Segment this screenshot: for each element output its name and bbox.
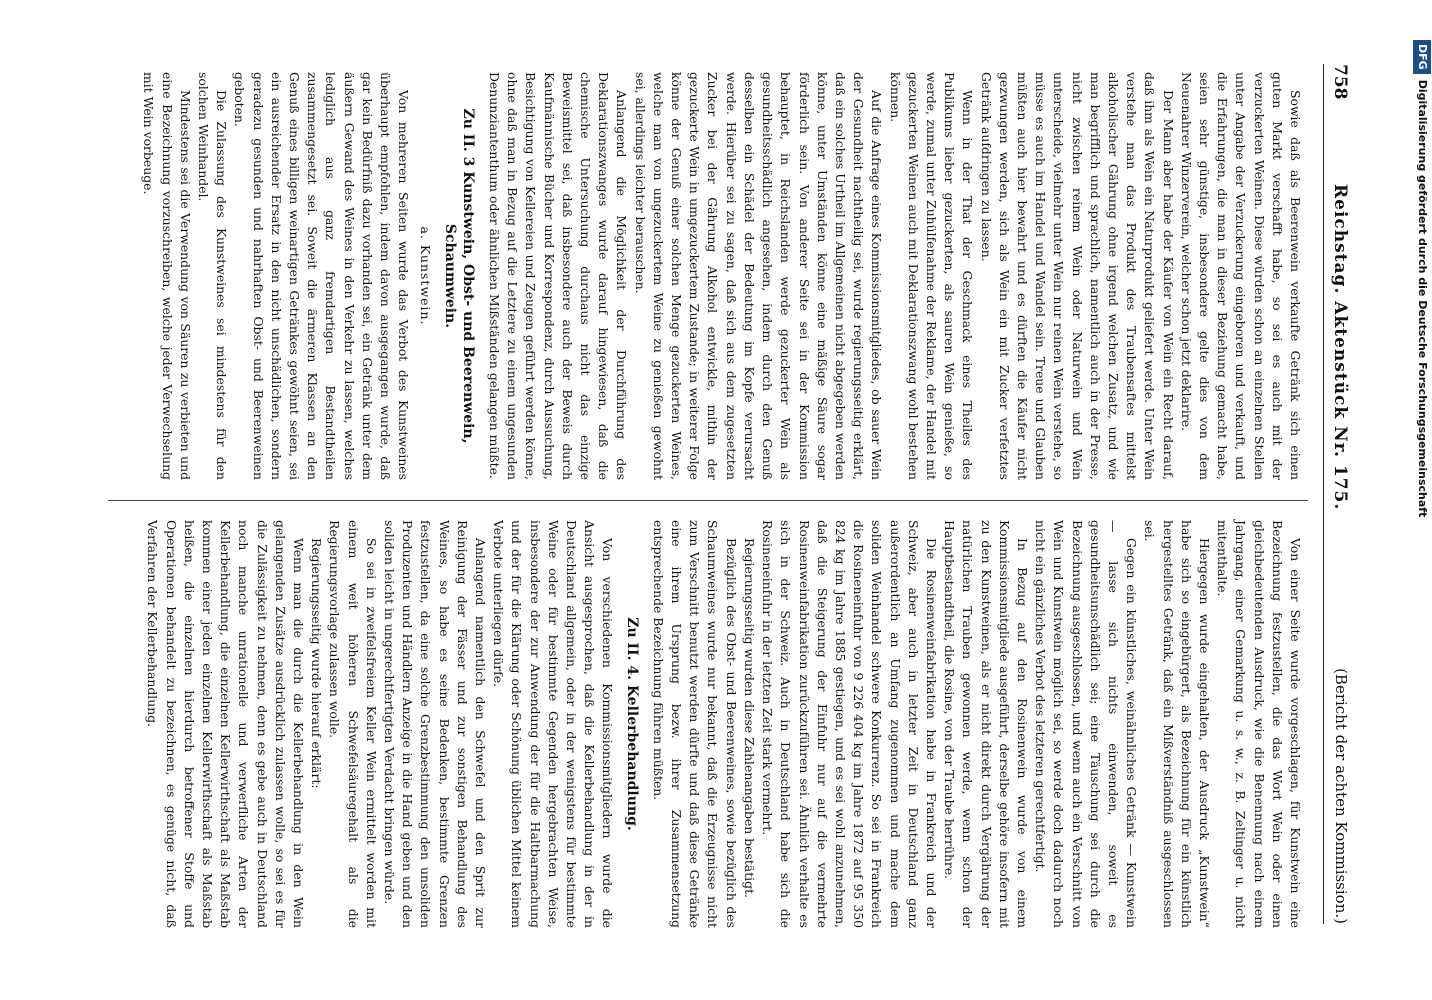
page-header [1322, 64, 1354, 924]
paragraph: Auf die Anfrage eines Kommissionsmitgliedes, ob sauer Wein der Gesundheit nachtheilig sei, wurde regierungsseitig erklärt, daß ein solches Urtheil im Allgemeinen nicht abgegeben werden könne, unter Umständen könne eine mäßige Säure sogar förderlich sein. Von anderer Seite sei in der Kommission behauptet, in Reichslanden werde gezuckerter Wein als gesundheitsschädlich angesehen, indem durch den Genuß desselben ein Schädel der Bedeutung im Kopfe verursacht werde. Hierüber sei zu sagen, daß sich aus dem zugesetzten Zucker bei der Gährung Alkohol entwickle, mithin der gezuckerte Wein in umgezuckertem Zustande; in weiterer Folge könne der Genuß einer solchen Menge gezuckerten Weines, welche man von ungezuckertem Weine zu genießen gewohnt sei, allerdings leichter berauschen. [632, 72, 885, 480]
paragraph: Von mehreren Seiten wurde das Verbot des Kunstweines überhaupt empfohlen, indem davon ausgegangen wurde, daß gar kein Bedürfniß dazu vorhanden sei, ein Getränk unter dem äußern Gewand des Weines in den Verkehr zu lassen, welches lediglich aus ganz fremdartigen Bestandtheilen zusammengesetzt sei. Soweit die ärmeren Klassen an den Genuß eines billigen weinartigen Getränkes gewöhnt seien, sei ein ausreichender Ersatz in den nicht unschädlichen, sondern geradezu gesunden und nahrhaften Obst- und Beerenweinen geboten. [232, 72, 412, 480]
paragraph: Regierungsseitig wurden diese Zahlenangaben bestätigt. [741, 538, 757, 898]
paragraph: In Bezug auf den Rosinenwein wurde von einem Kommissionsmitgliede ausgeführt, derselbe gehöre insofern mit zu den Kunstweinen, als er nicht direkt durch Vergährung der natürlichen Trauben gewonnen werde, wenn schon der Hauptbestandtheil, die Rosine, von der Traube herrühre. [942, 520, 1030, 928]
digitization-credit: Digitalisierung gefördert durch die Deutsche Forschungsgemeinschaft [1416, 79, 1429, 518]
header-subtitle: (Bericht der achten Kommission.) [1332, 668, 1350, 924]
paragraph: Bezüglich des Obst- und Beerenweines, sowie bezüglich des Schaumweines wurde nur bekannt, daß die Erzeugnisse nicht zum Verschnitt benutzt werden dürfte und daß diese Getränke eine ihrem Ursprung bezw. ihrer Zusammensetzung entsprechende Bezeichnung führen müßten. [650, 520, 739, 928]
paragraph: Der Mann aber habe der Käufer von Wein ein Recht darauf, daß ihm als Wein ein Naturprodukt geliefert werde. Unter Wein verstehe man das Produkt des Traubensaftes mittelst alkoholischer Gährung ohne irgend welchen Zusatz, und wie man begrifflich und sprachlich, namentlich auch in der Presse, nicht zwischen reinem Wein oder Naturwein und Wein unterscheide, vielmehr unter Wein nur reinen Wein verstehe, so müsse es auch im Handel und Wandel sein. Treue und Glauben müßten auch hier bewahrt und es dürften die Käufer nicht gezwungen werden, sich als Wein ein mit Zucker verfetztes Getränk aufdringen zu lassen. [978, 72, 1176, 480]
column-divider [108, 500, 1308, 501]
paragraph: Von einer Seite wurde vorgeschlagen, für Kunstwein eine Bezeichnung festzustellen, die das Wort Wein oder einen gleichbedeutenden Ausdruck, wie die Benennung nach einem Jahrgang, einer Gemarkung u. s. w., z. B. Zeltinger u. nicht mitenthalte. [1215, 520, 1303, 928]
left-text-column [139, 72, 1304, 480]
paragraph: Wenn in der That der Geschmack eines Theiles des Publikums lieber gezuckerten, als sauren Wein genieße, so werde, zumal unter Zuhülfenahme der Reklame, der Handel mit gezuckerten Weinen auch mit Deklarationszwang wohl bestehen können. [887, 72, 976, 480]
paragraph: So sei in zweifelsfreiem Keller Wein ermittelt worden mit einem weit höheren Schwefelsäuregehalt als die Regierungsvorlage zulassen wolle. [327, 520, 379, 928]
paragraph: Sowie daß als Beerenwein verkaufte Getränk sich einen guten Markt verschafft habe, so sei es auch mit der verzuckerten Weinen. Diese würden schon an einzelnen Stellen unter Angabe der Verzuckerung eingeboren und verkauft, und die Erfahrungen, die man in dieser Beziehung gemacht habe, seien sehr günstige, insbesondere gelte dies von dem Neuenahrer Winzerverein, welcher schon jetzt deklarire. [1178, 72, 1303, 480]
header-title: Reichstag. Aktenstück Nr. 175. [1330, 184, 1350, 511]
paragraph: Anlangend namentlich den Schwefel und den Sprit zur Reinigung der Fässer und zur sonstigen Behandlung des Weines, so habe es seine Bedenken, bestimmte Grenzen festzustellen, da eine solche Grenzbestimmung den unsoliden Produzenten und Händlern Anzeige in die Hand geben und den soliden leicht in ungerechtfertigten Verdacht bringen würde. [382, 520, 489, 928]
paragraph: Regierungsseitig wurde hierauf erklärt: [309, 538, 325, 789]
dfg-logo: DFG [1413, 40, 1431, 74]
paragraph: Die Rosinenweinfabrikation habe in Frankreich und der Schweiz, aber auch in letzter Zeit in Deutschland ganz außerordentlich an Umfang zugenommen und mache dem soliden Weinhandel schwere Konkurrenz. So sei in Frankreich die Rosineneinfuhr von 9 226 404 kg im Jahre 1872 auf 95 350 824 kg im Jahre 1885 gestiegen, und es sei wohl anzunehmen, daß die Steigerung der Einfuhr nur auf die vermehrte Rosinenweinfabrikation zurückzuführen sei. Ähnlich verhalte es sich in der Schweiz. Auch in Deutschland habe sich die Rosineneinfuhr in der letzten Zeit stark vermehrt. [760, 520, 939, 928]
paragraph: Die Zulassung des Kunstweines sei mindestens für den solchen Weinhandel. [196, 72, 230, 480]
dfg-sidebar [1413, 40, 1431, 980]
paragraph: Von verschiedenen Kommissionsmitgliedern wurde die Ansicht ausgesprochen, daß die Kellerbehandlung in der in Deutschland allgemein, oder in der wenigstens für bestimmte Weine oder für bestimmte Gegenden hergebrachten Weise, insbesondere der zur Anwendung der für die Haltbarmachung und der für die Klärung oder Schönung üblichen Mittel keinem Verbote unterliegen dürfe. [491, 520, 616, 928]
section-heading: Zu II. 3 Kunstwein, Obst- und Beerenwein, Schaumwein. [441, 108, 476, 444]
section-heading: Zu II. 4. Kellerbehandlung. [623, 617, 640, 831]
section-heading: a. Kunstwein. [418, 226, 434, 326]
paragraph: Wenn man die durch die Kellerbehandlung in den Wein gelangenden Zusätze ausdrücklich zulassen wolle, so sei es für die Zulässigkeit zu nehmen, denn es gebe auch in Deutschland noch manche unrationelle und verwerfliche Arten der Kellerbehandlung, die einzelnen Kellerwirthschaft als Maßstab kommen einer jeden einzelnen Kellerwirthschaft als Maßstab heißen, die einzelnen hierdurch betroffener Stoffe und Operationen behandelt zu bezeichnen, es genüge nicht, daß Verfahren der Kellerbehandlung. [145, 520, 307, 928]
paragraph: Gegen ein künstliches, weinähnliches Getränk — Kunstwein — lasse sich nichts einwenden, soweit es gesundheitsunschädlich sei; eine Täuschung sei durch die Bezeichnung ausgeschlossen, und wenn auch ein Verschnitt von Wein und Kunstwein möglich sei, so werde doch dadurch noch nicht ein gänzliches Verbot des letzteren gerechtfertigt. [1033, 520, 1140, 928]
header-rule [1323, 64, 1324, 924]
paragraph: Anlangend die Möglichkeit der Durchführung des Deklarationszwanges wurde darauf hingewiesen, daß die chemische Untersuchung durchaus nicht das einzige Beweismittel sei, daß insbesondere auch der Beweis durch Kaufmännische Bücher und Korrespondenz, durch Aussuchung, Besichtigung von Kellereien und Zeugen geführt werden könne, ohne daß man in Bezug auf die Letztere zu einem ungesunden Denunziantenthum oder ähnlichen Mißständen gelangen müßte. [487, 72, 630, 480]
paragraph: Hiergegen wurde eingehalten, der Ausdruck „Kunstwein“ habe sich so eingebürgert, als Bezeichnung für ein künstlich hergestelltes Getränk, daß ein Mißverständniß ausgeschlossen sei. [1142, 520, 1212, 928]
right-text-column [143, 520, 1304, 928]
page-number: 758 [1330, 64, 1350, 100]
paragraph: Mindestens sei die Verwendung von Säuren zu verbieten und eine Bezeichnung vorzuschreiben, welche jeder Verwechselung mit Wein vorbeuge. [141, 72, 193, 480]
